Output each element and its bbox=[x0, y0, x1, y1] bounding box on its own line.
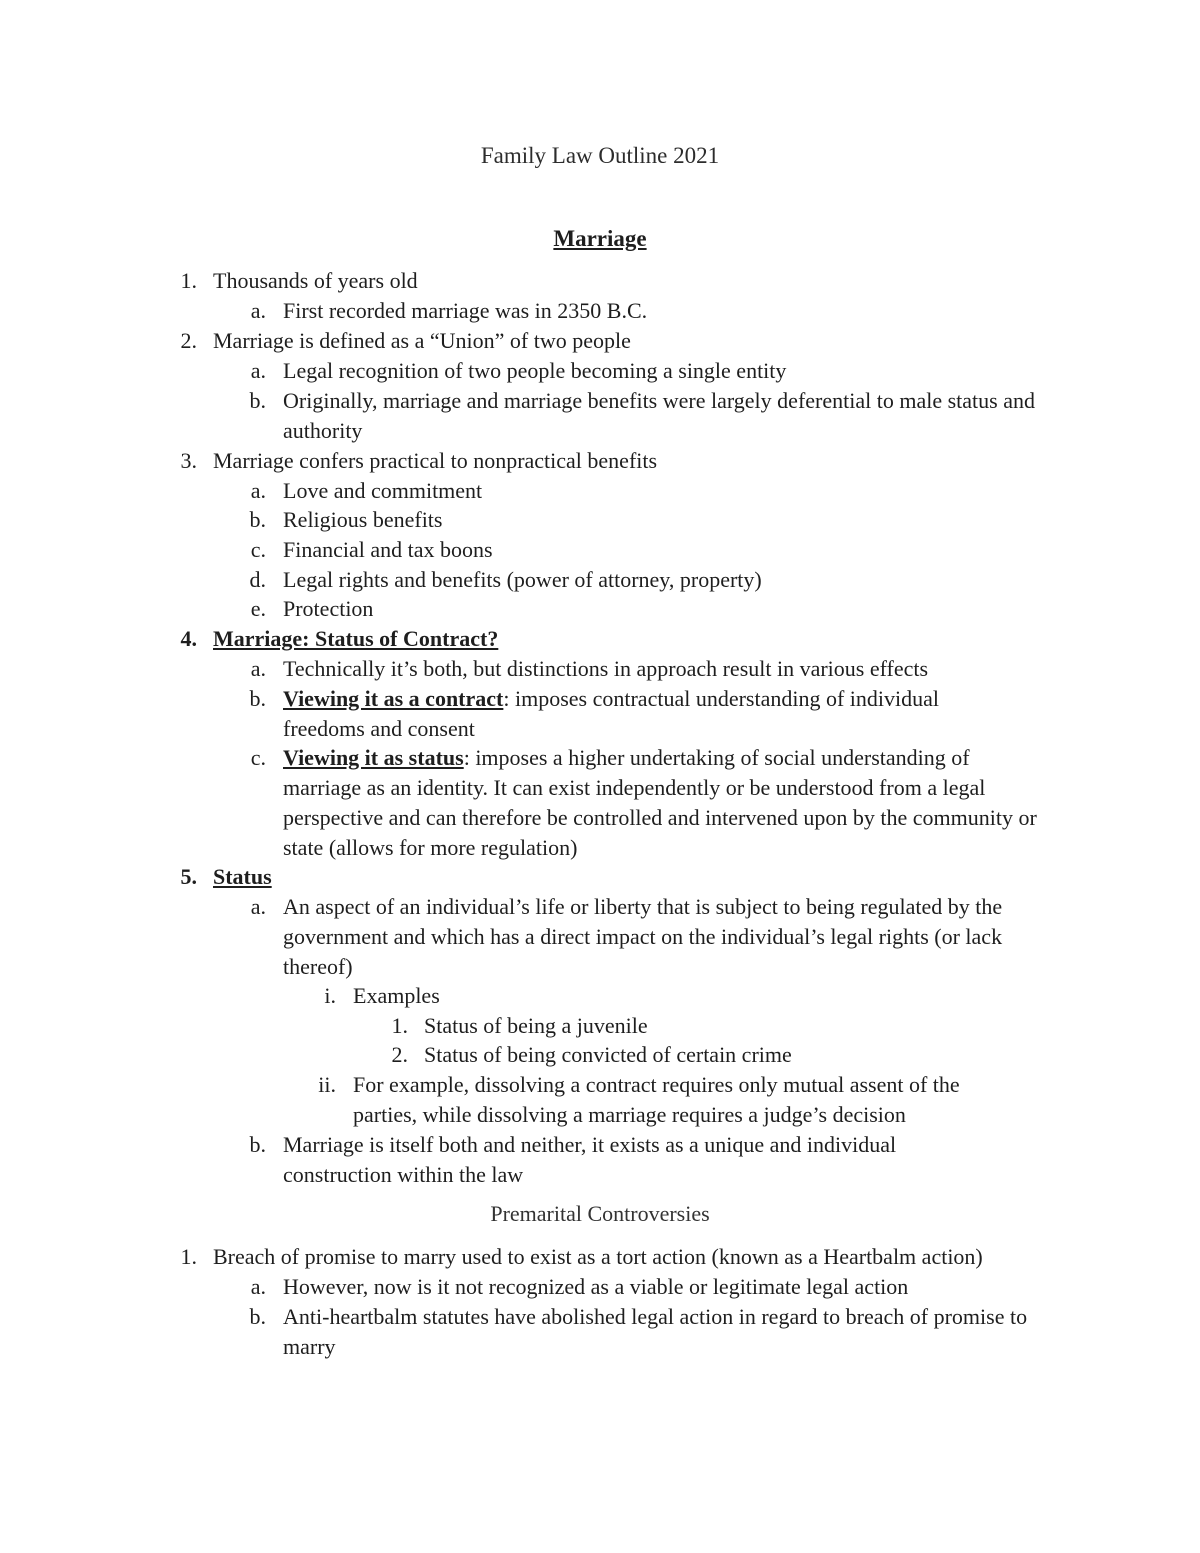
list-marker: 1. bbox=[180, 1244, 197, 1269]
list-marker: d. bbox=[249, 567, 266, 592]
list-marker: c. bbox=[250, 537, 266, 562]
list-marker: a. bbox=[250, 358, 266, 383]
list-text: Love and commitment bbox=[283, 478, 483, 503]
list-text: Breach of promise to marry used to exist as a tort action (known as a Heartbalm action) bbox=[213, 1244, 983, 1269]
document-title: Family Law Outline 2021 bbox=[480, 143, 720, 168]
list-text: However, now is it not recognized as a viable or legitimate legal action bbox=[283, 1274, 909, 1299]
list-marker: ii. bbox=[318, 1072, 336, 1097]
list-text: : imposes a higher undertaking of social understanding of marriage as an identity. It can exist independently or be understood from a legal perspective and can therefore be controlled and intervened upon by the community or state (allows for more regulation) bbox=[283, 745, 1037, 860]
list-text: Financial and tax boons bbox=[283, 537, 493, 562]
list-text: First recorded marriage was in 2350 B.C. bbox=[283, 298, 648, 323]
section-heading-marriage: Marriage bbox=[553, 226, 647, 251]
list-marker: 2. bbox=[391, 1042, 408, 1067]
list-marker: b. bbox=[249, 388, 266, 413]
list-marker: 1. bbox=[180, 268, 197, 293]
list-marker: 2. bbox=[180, 328, 197, 353]
list-marker: a. bbox=[250, 656, 266, 681]
list-text: Marriage confers practical to nonpractical benefits bbox=[213, 448, 658, 473]
list-marker: 4. bbox=[180, 626, 197, 651]
list-marker: 5. bbox=[180, 864, 197, 889]
list-marker: i. bbox=[324, 983, 336, 1008]
list-text: Marriage is defined as a “Union” of two people bbox=[213, 328, 631, 353]
list-marker: c. bbox=[250, 745, 266, 770]
list-text: Examples bbox=[353, 983, 440, 1008]
list-marker: a. bbox=[250, 478, 266, 503]
defined-term: Viewing it as a contract bbox=[283, 686, 504, 711]
list-text: Religious benefits bbox=[283, 507, 443, 532]
list-text: For example, dissolving a contract requires only mutual assent of the parties, while dissolving a marriage requires a judge’s decision bbox=[353, 1072, 960, 1127]
list-marker: a. bbox=[250, 298, 266, 323]
list-text: : imposes contractual understanding of individual freedoms and consent bbox=[283, 686, 940, 741]
list-marker: b. bbox=[249, 1304, 266, 1329]
list-text: Anti-heartbalm statutes have abolished legal action in regard to breach of promise to marry bbox=[283, 1304, 1028, 1359]
list-text: Technically it’s both, but distinctions in approach result in various effects bbox=[283, 656, 929, 681]
section-heading-premarital: Premarital Controversies bbox=[490, 1201, 710, 1226]
list-marker: a. bbox=[250, 1274, 266, 1299]
list-heading-text: Marriage: Status of Contract? bbox=[213, 626, 499, 651]
list-text: An aspect of an individual’s life or liberty that is subject to being regulated by the government and which has a direct impact on the individual’s legal rights (or lack thereof) bbox=[283, 894, 1003, 979]
list-marker: e. bbox=[250, 596, 266, 621]
list-marker: 3. bbox=[180, 448, 197, 473]
list-marker: b. bbox=[249, 1132, 266, 1157]
list-marker: b. bbox=[249, 686, 266, 711]
list-text: Legal rights and benefits (power of attorney, property) bbox=[283, 567, 762, 592]
list-text: Thousands of years old bbox=[213, 268, 418, 293]
list-heading-text: Status bbox=[213, 864, 272, 889]
list-text: Status of being convicted of certain crime bbox=[424, 1042, 792, 1067]
list-marker: b. bbox=[249, 507, 266, 532]
defined-term: Viewing it as status bbox=[283, 745, 464, 770]
list-text: Marriage is itself both and neither, it exists as a unique and individual construction within the law bbox=[283, 1132, 897, 1187]
list-text: Legal recognition of two people becoming a single entity bbox=[283, 358, 787, 383]
list-text: Protection bbox=[283, 596, 374, 621]
list-marker: 1. bbox=[391, 1013, 408, 1038]
list-text: Originally, marriage and marriage benefits were largely deferential to male status and authority bbox=[283, 388, 1035, 443]
list-marker: a. bbox=[250, 894, 266, 919]
list-text: Status of being a juvenile bbox=[424, 1013, 648, 1038]
